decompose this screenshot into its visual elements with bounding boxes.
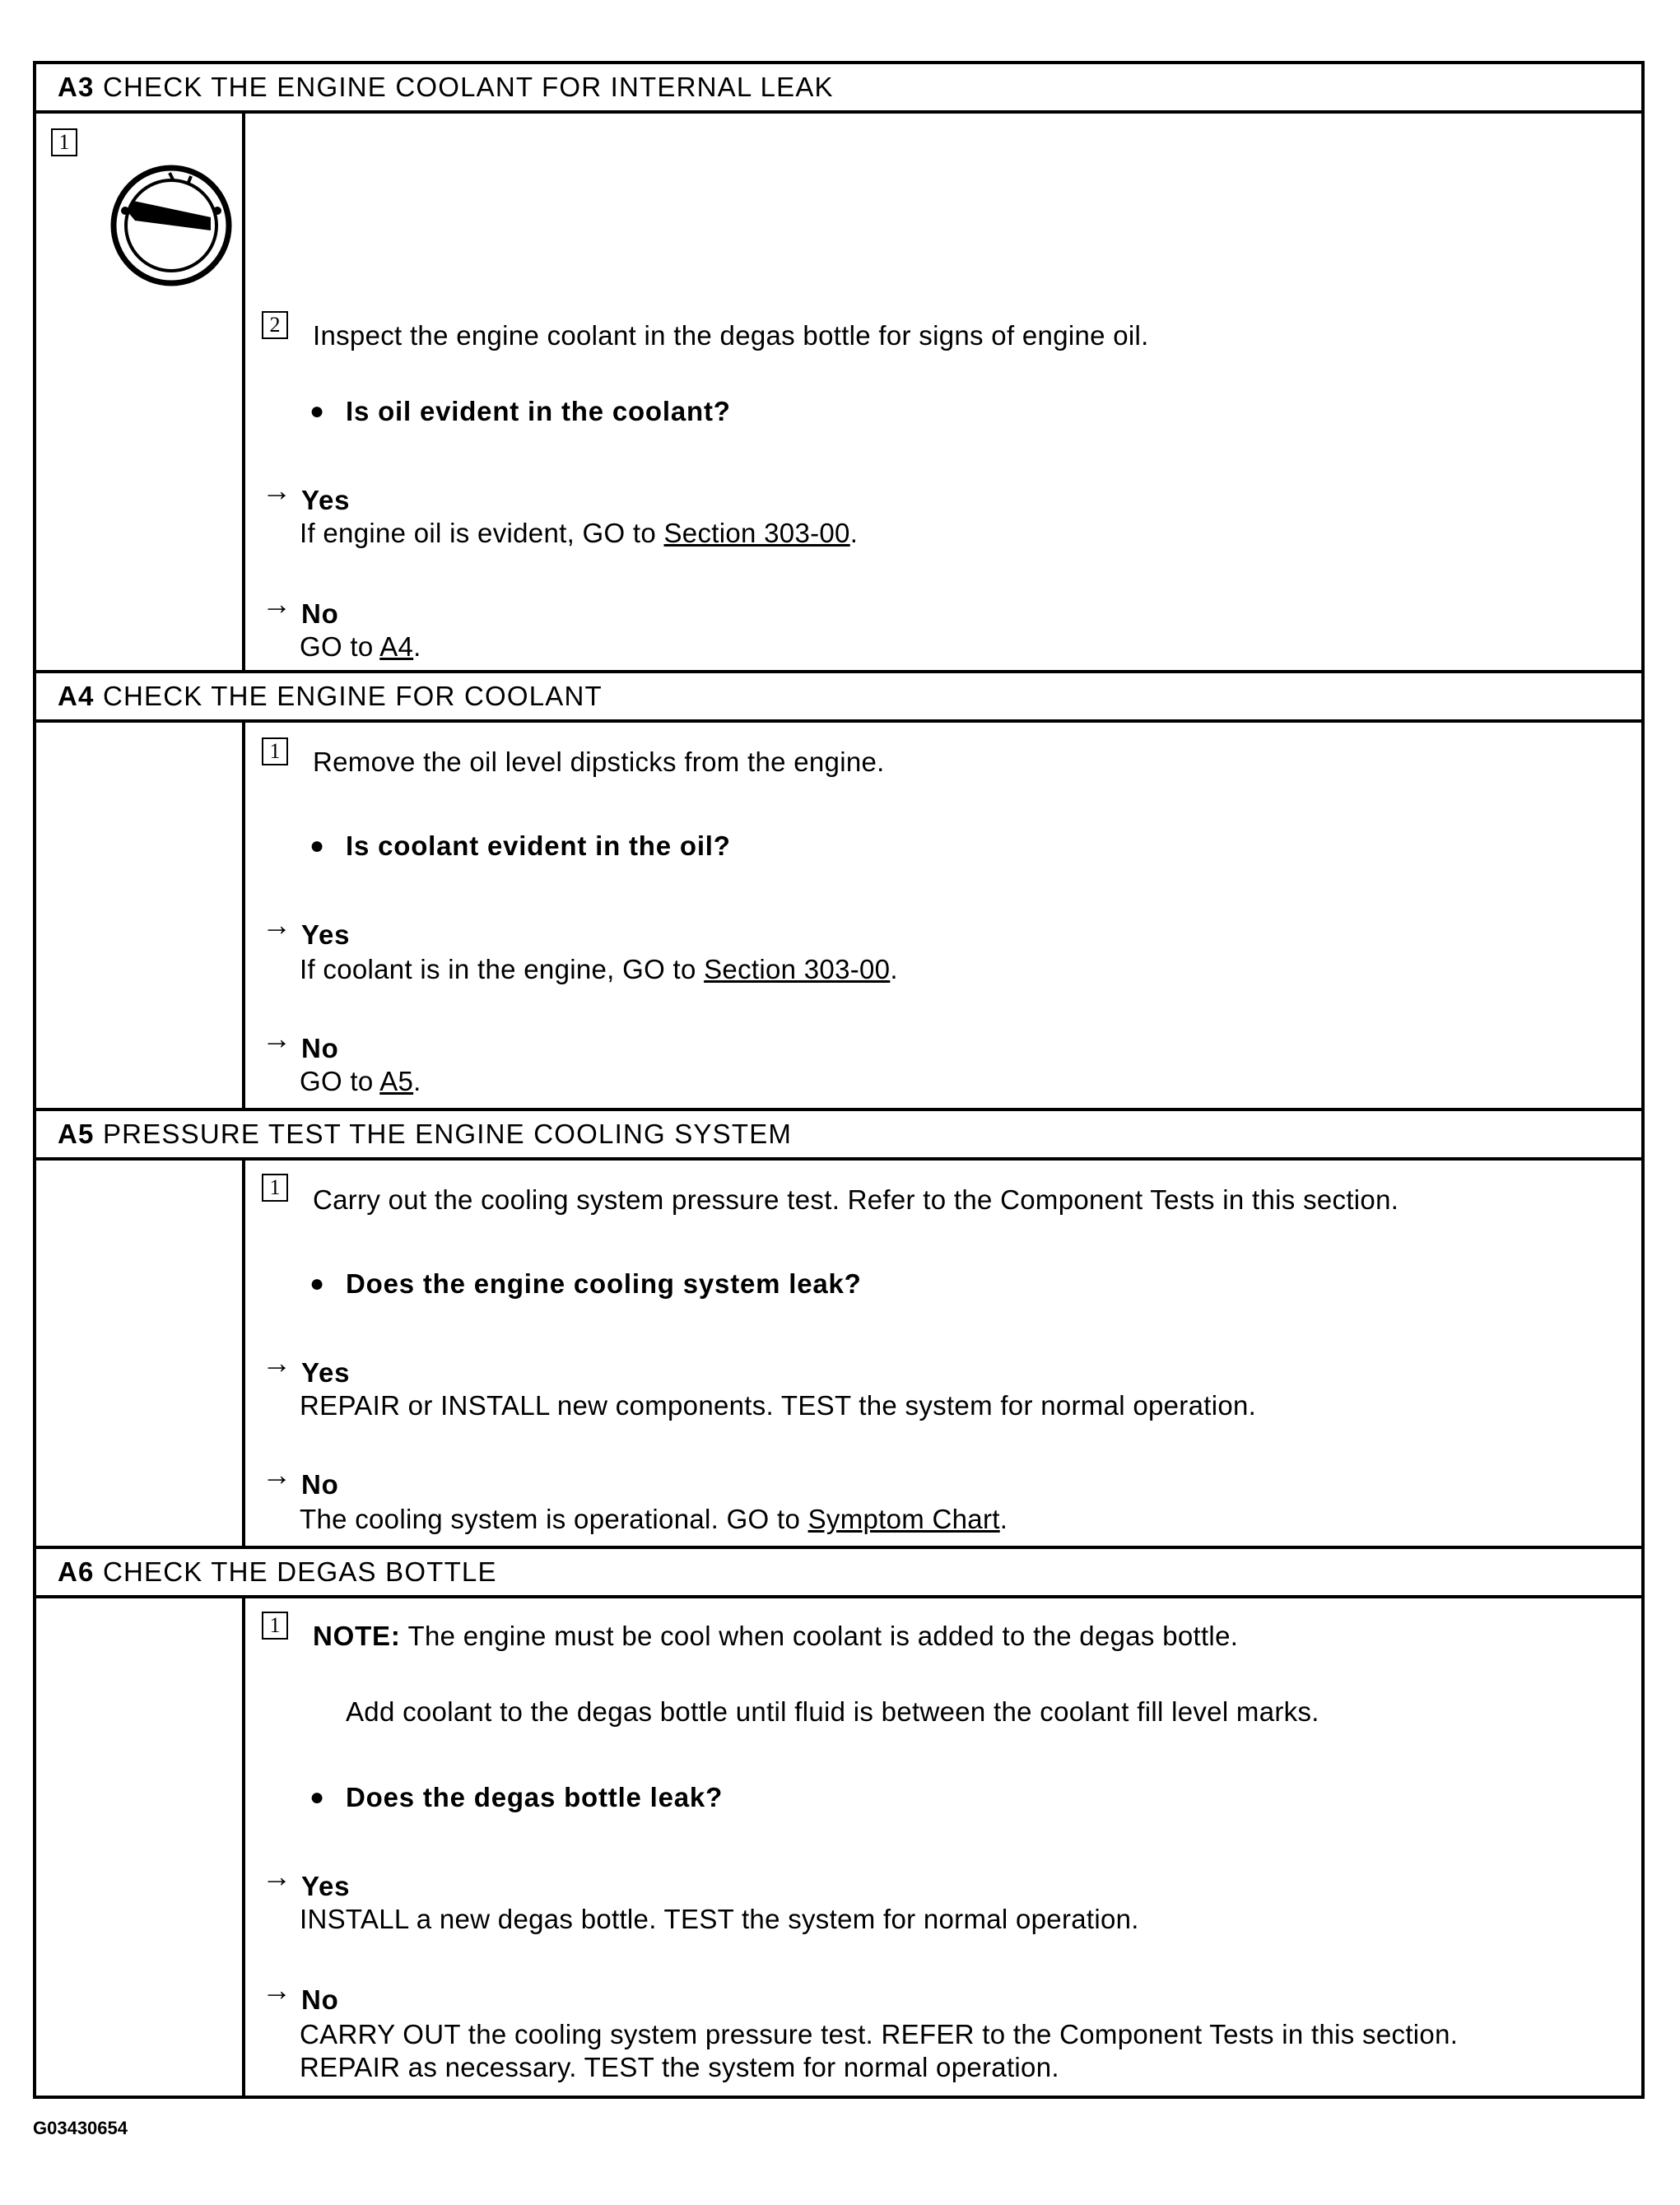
section-303-00-link[interactable]: Section 303-00	[704, 954, 891, 984]
question: Does the degas bottle leak?	[346, 1782, 724, 1812]
yes-action: If coolant is in the engine, GO to Section 303-00.	[300, 954, 898, 984]
column-divider	[242, 719, 245, 1111]
step-number-box: 1	[262, 737, 288, 765]
arrow-right-icon: →	[262, 1859, 291, 1893]
column-divider	[242, 1595, 245, 2099]
arrow-right-icon: →	[262, 473, 291, 507]
no-label: No	[301, 1033, 339, 1063]
bullet-icon: ●	[309, 832, 325, 859]
a4-link[interactable]: A4	[379, 631, 414, 662]
question: Is oil evident in the coolant?	[346, 396, 731, 426]
step-instruction: Inspect the engine coolant in the degas bottle for signs of engine oil.	[313, 320, 1149, 351]
section-header-a4: A4 CHECK THE ENGINE FOR COOLANT	[33, 670, 1645, 723]
arrow-right-icon: →	[262, 587, 291, 621]
section-header-a6: A6 CHECK THE DEGAS BOTTLE	[33, 1546, 1645, 1598]
no-action-line-1: CARRY OUT the cooling system pressure test. REFER to the Component Tests in this section.	[300, 2019, 1459, 2049]
yes-label: Yes	[301, 919, 351, 950]
arrow-right-icon: →	[262, 908, 291, 942]
figure-id: G03430654	[33, 2118, 128, 2138]
a5-link[interactable]: A5	[379, 1066, 414, 1096]
step-number-box: 2	[262, 311, 288, 339]
section-303-00-link[interactable]: Section 303-00	[663, 518, 850, 548]
no-action: GO to A5.	[300, 1066, 421, 1096]
step-instruction: Carry out the cooling system pressure test. Refer to the Component Tests in this section.	[313, 1184, 1399, 1215]
no-label: No	[301, 1469, 339, 1500]
yes-action: REPAIR or INSTALL new components. TEST the system for normal operation.	[300, 1390, 1257, 1421]
no-label: No	[301, 598, 339, 629]
coolant-gauge-icon	[109, 163, 234, 288]
note-label: NOTE:	[313, 1621, 401, 1651]
step-number-box: 1	[51, 128, 77, 156]
symptom-chart-link[interactable]: Symptom Chart	[807, 1504, 1000, 1534]
yes-label: Yes	[301, 1357, 351, 1388]
no-label: No	[301, 1984, 339, 2015]
section-header-a5: A5 PRESSURE TEST THE ENGINE COOLING SYSTEM	[33, 1108, 1645, 1161]
yes-label: Yes	[301, 485, 351, 515]
column-divider	[242, 1157, 245, 1549]
section-header-a3: A3 CHECK THE ENGINE COOLANT FOR INTERNAL LEAK	[33, 61, 1645, 114]
yes-action: If engine oil is evident, GO to Section 303-00.	[300, 518, 859, 548]
note: NOTE: The engine must be cool when coolant is added to the degas bottle.	[313, 1621, 1239, 1651]
procedure-table	[33, 61, 1645, 2099]
no-action: GO to A4.	[300, 631, 421, 662]
question: Is coolant evident in the oil?	[346, 830, 731, 861]
column-divider	[242, 110, 245, 673]
arrow-right-icon: →	[262, 1346, 291, 1379]
step-instruction: Remove the oil level dipsticks from the engine.	[313, 747, 885, 777]
bullet-icon: ●	[309, 1270, 325, 1297]
question: Does the engine cooling system leak?	[346, 1268, 862, 1299]
no-action-line-2: REPAIR as necessary. TEST the system for normal operation.	[300, 2052, 1059, 2082]
step-number-box: 1	[262, 1612, 288, 1640]
yes-action: INSTALL a new degas bottle. TEST the system for normal operation.	[300, 1904, 1139, 1934]
no-action: The cooling system is operational. GO to Symptom Chart.	[300, 1504, 1008, 1534]
step-instruction: Add coolant to the degas bottle until fluid is between the coolant fill level marks.	[346, 1696, 1319, 1727]
yes-label: Yes	[301, 1871, 351, 1901]
arrow-right-icon: →	[262, 1458, 291, 1491]
step-number-box: 1	[262, 1174, 288, 1202]
bullet-icon: ●	[309, 398, 325, 425]
bullet-icon: ●	[309, 1784, 325, 1811]
arrow-right-icon: →	[262, 1021, 291, 1055]
arrow-right-icon: →	[262, 1973, 291, 2007]
